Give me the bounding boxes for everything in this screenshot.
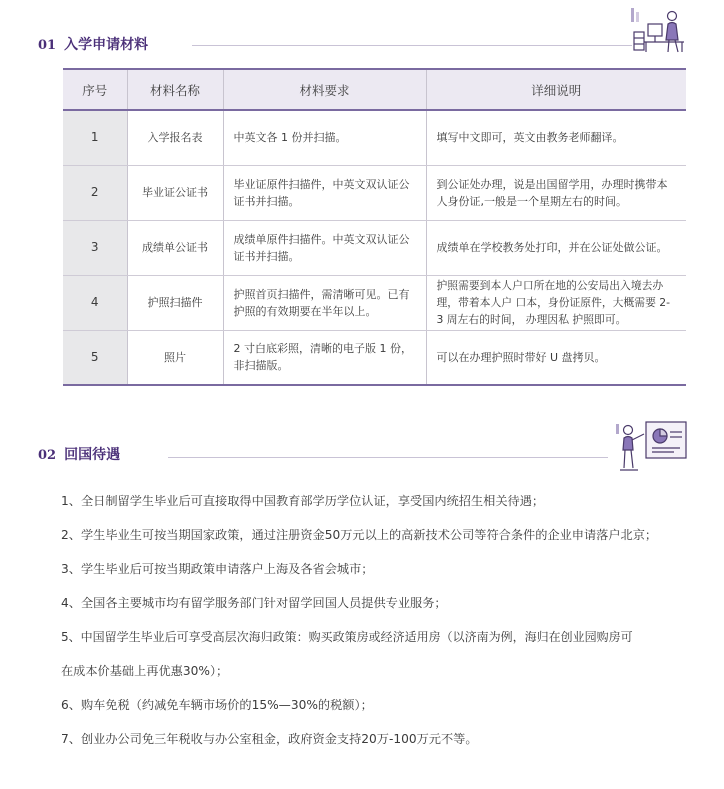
row-name: 照片 (127, 330, 223, 385)
section-title: 入学申请材料 (64, 37, 149, 53)
header-no: 序号 (63, 69, 127, 110)
list-item: 5、中国留学生毕业后可享受高层次海归政策：购买政策房或经济适用房（以济南为例，海归在创业园购房可 (61, 630, 633, 644)
list-item: 4、全国各主要城市均有留学服务部门针对留学回国人员提供专业服务； (61, 596, 447, 610)
row-requirement: 毕业证原件扫描件，中英文双认证公证书并扫描。 (223, 165, 426, 220)
table-row (63, 110, 686, 165)
row-requirement: 护照首页扫描件，需清晰可见。已有护照的有效期要在半年以上。 (223, 275, 426, 330)
list-item: 6、购车免税（约减免车辆市场价的15%—30%的税额）； (61, 698, 373, 712)
list-item: 7、创业办公司免三年税收与办公室租金，政府资金支持20万-100万元不等。 (61, 732, 478, 746)
row-name: 护照扫描件 (127, 275, 223, 330)
list-item: 2、学生毕业生可按当期国家政策，通过注册资金50万元以上的高新技术公司等符合条件的企业申请落户北京； (61, 528, 658, 542)
row-requirement: 成绩单原件扫描件。中英文双认证公证书并扫描。 (223, 220, 426, 275)
row-no: 4 (63, 275, 127, 330)
row-requirement: 中英文各 1 份并扫描。 (223, 110, 426, 165)
section-number: 02 (38, 448, 57, 463)
row-detail: 填写中文即可，英文由教务老师翻译。 (426, 110, 686, 165)
row-detail: 成绩单在学校教务处打印，并在公证处做公证。 (426, 220, 686, 275)
section-number: 01 (38, 38, 57, 53)
row-detail: 到公证处办理，说是出国留学用，办理时携带本人身份证,一般是一个星期左右的时间。 (426, 165, 686, 220)
table-row (63, 220, 686, 275)
section-divider (168, 457, 608, 458)
row-detail: 护照需要到本人户口所在地的公安局出入境去办理，带着本人户 口本，身份证原件，大概需要 2-3 周左右的时间， 办理因私 护照即可。 (426, 275, 686, 330)
section-divider (192, 45, 632, 46)
table-row (63, 330, 686, 385)
section-header-application (38, 34, 148, 54)
header-detail: 详细说明 (426, 69, 686, 110)
row-detail: 可以在办理护照时带好 U 盘拷贝。 (426, 330, 686, 385)
presenter-with-board-icon (614, 418, 690, 474)
return-benefits-list (61, 484, 701, 756)
row-name: 毕业证公证书 (127, 165, 223, 220)
person-at-desk-icon (628, 6, 690, 54)
section-title: 回国待遇 (64, 447, 121, 463)
section-header-return-benefits (38, 444, 120, 464)
materials-table (63, 68, 686, 386)
header-name: 材料名称 (127, 69, 223, 110)
table-row (63, 275, 686, 330)
table-header-row (63, 69, 686, 110)
row-no: 2 (63, 165, 127, 220)
row-no: 5 (63, 330, 127, 385)
list-item: 3、学生毕业后可按当期政策申请落户上海及各省会城市； (61, 562, 374, 576)
header-requirement: 材料要求 (223, 69, 426, 110)
row-requirement: 2 寸白底彩照，清晰的电子版 1 份， 非扫描版。 (223, 330, 426, 385)
list-item: 1、全日制留学生毕业后可直接取得中国教育部学历学位认证，享受国内统招生相关待遇； (61, 494, 545, 508)
row-name: 入学报名表 (127, 110, 223, 165)
row-name: 成绩单公证书 (127, 220, 223, 275)
row-no: 1 (63, 110, 127, 165)
table-row (63, 165, 686, 220)
list-item: 在成本价基础上再优惠30%）； (61, 664, 229, 678)
row-no: 3 (63, 220, 127, 275)
